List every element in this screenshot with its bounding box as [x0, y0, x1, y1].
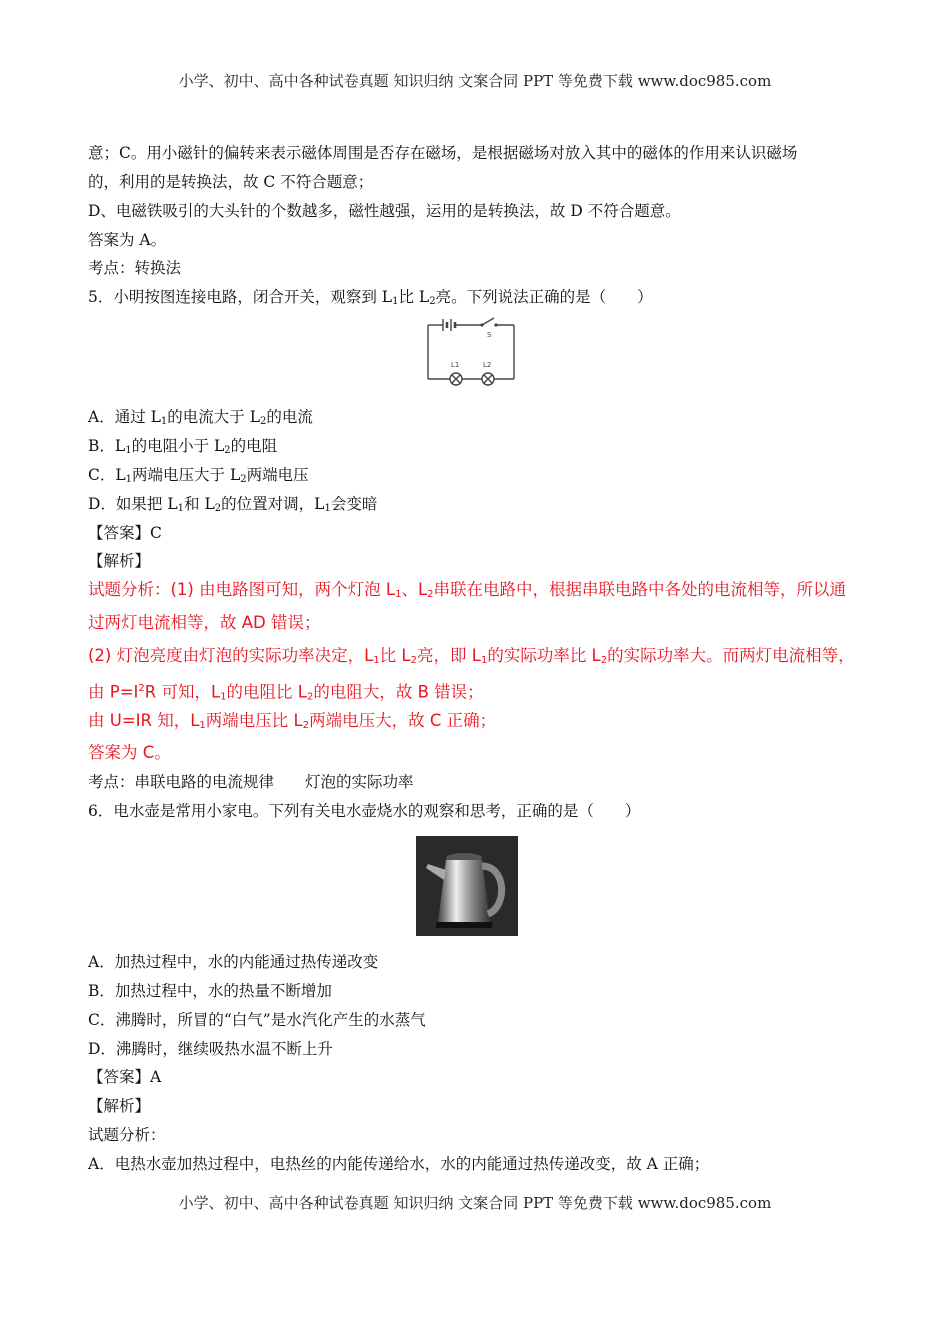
q6-analysis-label: 【解析】: [88, 1097, 151, 1115]
q5-stem: 5．小明按图连接电路，闭合开关，观察到 $L_1$比 $L_2$亮。下列说法正确的是（ ）: [88, 288, 653, 307]
q6-option-d: D．沸腾时，继续吸热水温不断上升: [88, 1040, 333, 1058]
q5-analysis-label: 【解析】: [88, 552, 151, 570]
text-line: 答案为 A。: [88, 231, 167, 249]
q6-option-c: C．沸腾时，所冒的“白气”是水汽化产生的水蒸气: [88, 1011, 426, 1029]
q5-option-d: D．如果把 $L_1$和 $L_2$的位置对调，$L_1$会变暗: [88, 495, 378, 514]
circuit-diagram: [418, 315, 522, 391]
page-footer: 小学、初中、高中各种试卷真题 知识归纳 文案合同 PPT 等免费下载 www.doc985.com: [178, 1194, 772, 1212]
switch-label: S: [487, 331, 492, 339]
text-line: 的，利用的是转换法，故 C 不符合题意；: [88, 173, 374, 191]
q5-option-c: C．$L_1$两端电压大于 $L_2$两端电压: [88, 466, 309, 485]
lamp1-label: L1: [451, 361, 460, 369]
q6-analysis-intro: 试题分析：: [88, 1126, 166, 1144]
q6-option-a: A．加热过程中，水的内能通过热传递改变: [88, 953, 379, 971]
q6-answer: 【答案】A: [88, 1068, 162, 1086]
page-header: 小学、初中、高中各种试卷真题 知识归纳 文案合同 PPT 等免费下载 www.doc985.com: [178, 72, 772, 90]
lamp2-label: L2: [483, 361, 492, 369]
q5-analysis-line: 过两灯电流相等，故 AD 错误；: [88, 613, 321, 632]
text-line: 考点：转换法: [88, 259, 182, 277]
q5-analysis-line: 由 U=IR 知，$L_1$两端电压比 $L_2$两端电压大，故 C 正确；: [88, 711, 497, 731]
q5-analysis-line: (2) 灯泡亮度由灯泡的实际功率决定，$L_1$比 $L_2$亮，即 $L_1$的实际功率比 $L_2$的实际功率大。而两灯电流相等，: [88, 646, 855, 666]
q5-keypoint: 考点：串联电路的电流规律 灯泡的实际功率: [88, 773, 414, 791]
q6-option-b: B．加热过程中，水的热量不断增加: [88, 982, 332, 1000]
q5-answer: 【答案】C: [88, 524, 162, 542]
text-line: 意；C。用小磁针的偏转来表示磁体周围是否存在磁场，是根据磁场对放入其中的磁体的作用来认识磁场: [88, 144, 798, 162]
q5-analysis-line: 由 $P=I^2R$ 可知，$L_1$的电阻比 $L_2$的电阻大，故 B 错误；: [88, 682, 484, 703]
text-line: D、电磁铁吸引的大头针的个数越多，磁性越强，运用的是转换法，故 D 不符合题意。: [88, 202, 681, 220]
q6-stem: 6．电水壶是常用小家电。下列有关电水壶烧水的观察和思考，正确的是（ ）: [88, 802, 641, 820]
q5-analysis-line: 答案为 C。: [88, 743, 171, 762]
q5-option-b: B．$L_1$的电阻小于 $L_2$的电阻: [88, 437, 278, 456]
q5-analysis-line: 试题分析：(1) 由电路图可知，两个灯泡 $L_1$、$L_2$串联在电路中，根据串联电路中各处的电流相等，所以通: [88, 580, 847, 600]
q6-analysis-a: A．电热水壶加热过程中，电热丝的内能传递给水，水的内能通过热传递改变，故 A 正确；: [88, 1155, 710, 1173]
kettle-image: [416, 836, 518, 936]
q5-option-a: A．通过 $L_1$的电流大于 $L_2$的电流: [88, 408, 313, 427]
